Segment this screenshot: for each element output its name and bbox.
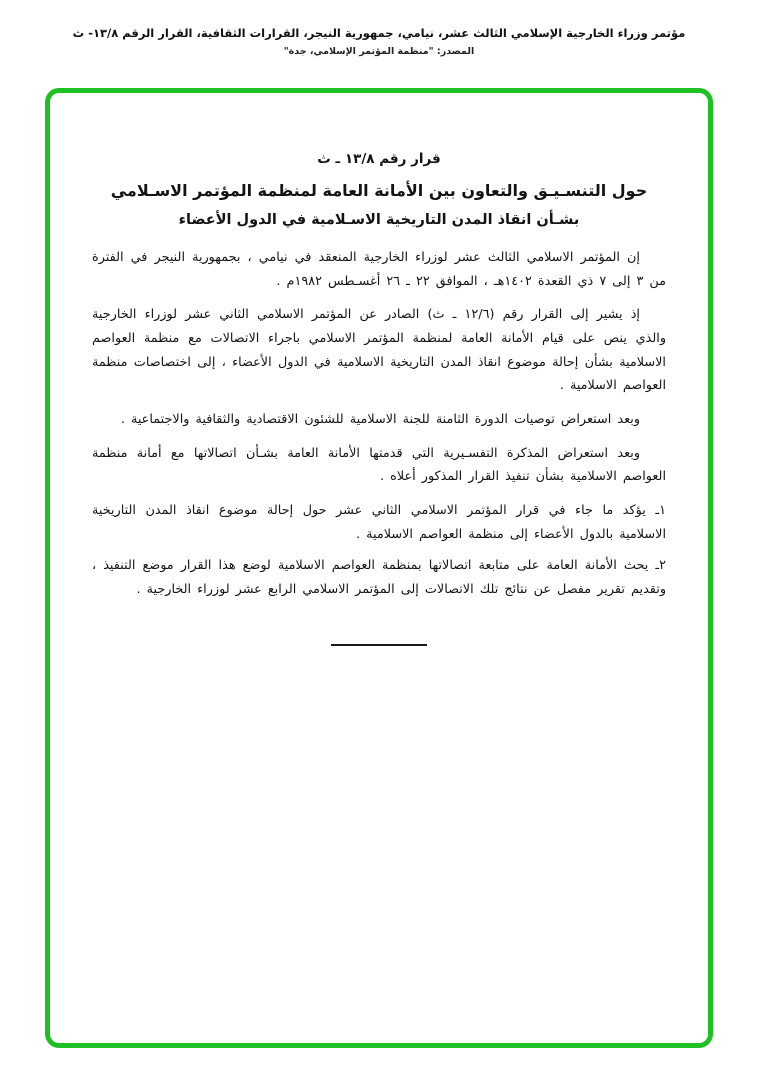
paragraph-review-2: وبعد استعراض المذكرة التفسـيرية التي قدمتها الأمانة العامة بشـأن اتصالاتها مع أمانة منظمة العواصم الاسلامية بشأن تنفيذ القرار المذكور أعلاه . [92, 445, 666, 485]
header-source: المصدر: "منظمة المؤتمر الإسلامي، جدة" [283, 46, 475, 57]
paragraph-review-1: وبعد استعراض توصيات الدورة الثامنة للجنة الاسلامية للشئون الاقتصادية والثقافية والاجتماعية . [120, 412, 640, 428]
page-header [0, 0, 758, 57]
resolution-subject-title: حول التنسـيـق والتعاون بين الأمانة العامة لمنظمة المؤتمر الاسـلامي [110, 181, 648, 200]
paragraph-preamble: إن المؤتمر الاسلامي الثالث عشر لوزراء الخارجية المنعقد في نيامي ، بجمهورية النيجر في الفترة من ٣ إلى ٧ ذي القعدة ١٤٠٢هـ ، الموافق ٢٢ ـ ٢٦ أغسـطس ١٩٨٢م . [92, 250, 666, 289]
header-title: مؤتمر وزراء الخارجية الإسلامي الثالث عشر، نيامي، جمهورية النيجر، القرارات الثقافية، القرار الرقم ١٣/٨- ث [72, 26, 686, 40]
resolution-content [50, 93, 708, 646]
title-block [92, 151, 666, 228]
end-divider [331, 644, 427, 646]
green-border-frame [45, 88, 713, 1048]
paragraph-reference: إذ يشير إلى القرار رقم (١٢/٦ ـ ث) الصادر عن المؤتمر الاسلامي الثاني عشر لوزراء الخارجية والذي ينص على قيام الأمانة العامة لمنظمة المؤتمر الاسلامي باجراء الاتصالات مع منظمة العواصم الاسلامية بشأن إحالة موضوع انقاذ المدن التاريخية الاسلامية في الدول الأعضاء ، إلى اختصاصات منظمة العواصم الاسلامية . [92, 307, 666, 394]
resolution-topic-title: بشـأن انقاذ المدن التاريخية الاسـلامية في الدول الأعضاء [178, 212, 580, 228]
resolution-number-title: قرار رقم ١٣/٨ ـ ث [317, 151, 441, 167]
resolution-item-1: ١ـ يؤكد ما جاء في قرار المؤتمر الاسلامي الثاني عشر حول إحالة موضوع انقاذ المدن التاريخية الاسلامية بالدول الأعضاء إلى منظمة العواصم الاسلامية . [92, 503, 666, 542]
resolution-item-2: ٢ـ يحث الأمانة العامة على متابعة اتصالاتها بمنظمة العواصم الاسلامية لوضع هذا القرار موضع التنفيذ ، وتقديم تقرير مفصل عن نتائج تلك الاتصالات إلى المؤتمر الاسلامي الرابع عشر لوزراء الخارجية . [92, 558, 666, 598]
